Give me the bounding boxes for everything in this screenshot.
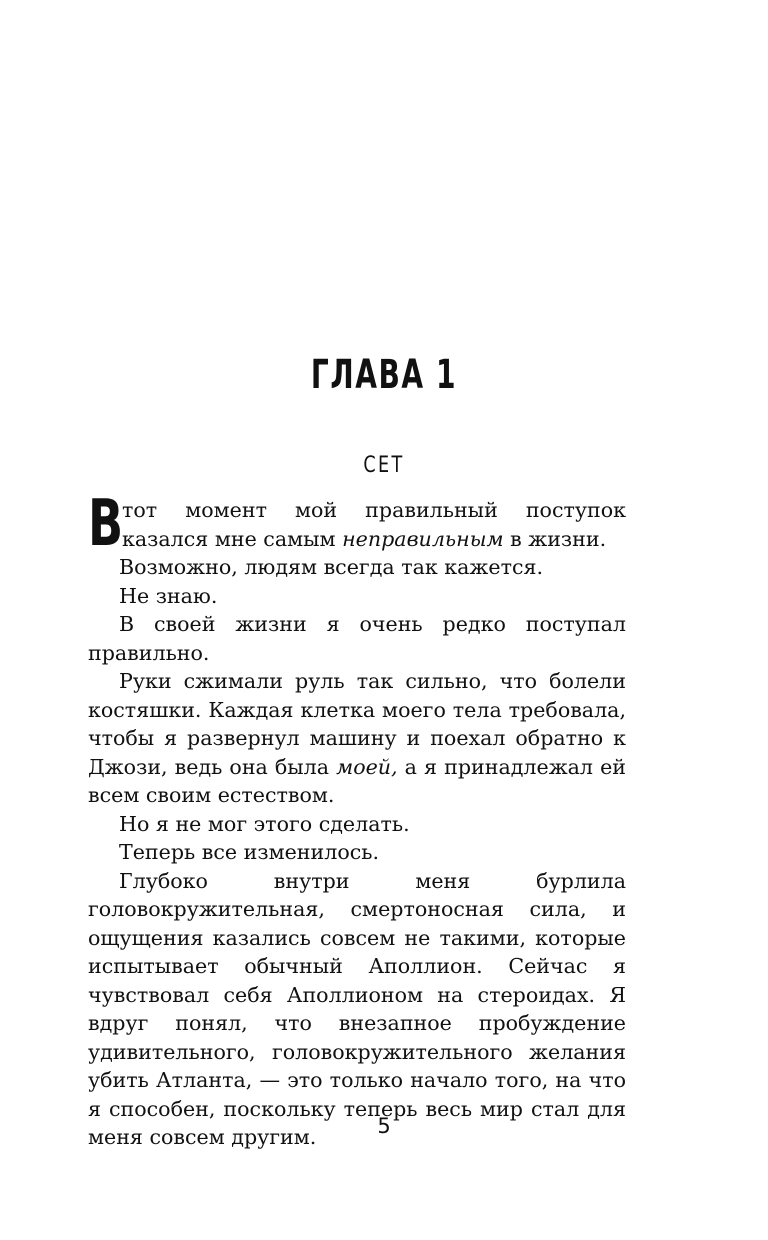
paragraph-7: Теперь все изменилось.: [119, 840, 380, 864]
chapter-title: ГЛАВА 1: [310, 352, 458, 398]
paragraph-5-text-b: а я принадлежал ей всем своим естеством.: [88, 754, 626, 807]
narrator-heading: СЕТ: [363, 453, 405, 478]
paragraph-3: Не знаю.: [119, 583, 218, 608]
paragraph-4: В своей жизни я очень редко поступал правильно.: [88, 612, 626, 665]
paragraph-1-text-a: мне самым: [214, 526, 343, 551]
paragraph-5-text-a: Руки сжимали руль так сильно, что болели костяшки. Каждая клетка моего тела требовала, чтобы я развернул машину и поехал обратно к Джози, ведь она была: [88, 669, 626, 779]
paragraph-2: Возможно, людям всегда так кажется.: [119, 555, 544, 579]
paragraph-1: [88, 487, 626, 561]
paragraph-5-emphasis: моей,: [336, 754, 398, 779]
paragraph-6: Но я не мог этого сделать.: [119, 811, 410, 836]
body-text: [88, 487, 626, 1152]
paragraph-5: [88, 667, 626, 810]
paragraph-1-emphasis: неправильным: [342, 526, 504, 551]
paragraph-1-text-b: в жизни.: [503, 526, 607, 551]
paragraph-1-line-1: тот момент мой правильный поступок казался: [122, 498, 626, 551]
paragraph-8: Глубоко внутри меня бурлила головокружительная, смертоносная сила, и ощущения казались совсем не такими, которые испытывает обычный Аполлион. Сейчас я чувствовал себя Аполлионом на стероидах. Я вдруг понял, что внезапное пробуждение удивительного, головокружительного желания убить Атланта, — это только начало того, на что я способен, поскольку теперь весь мир стал для меня совсем другим.: [88, 868, 626, 1149]
page-number: 5: [377, 1114, 391, 1138]
drop-cap: В: [88, 487, 124, 561]
